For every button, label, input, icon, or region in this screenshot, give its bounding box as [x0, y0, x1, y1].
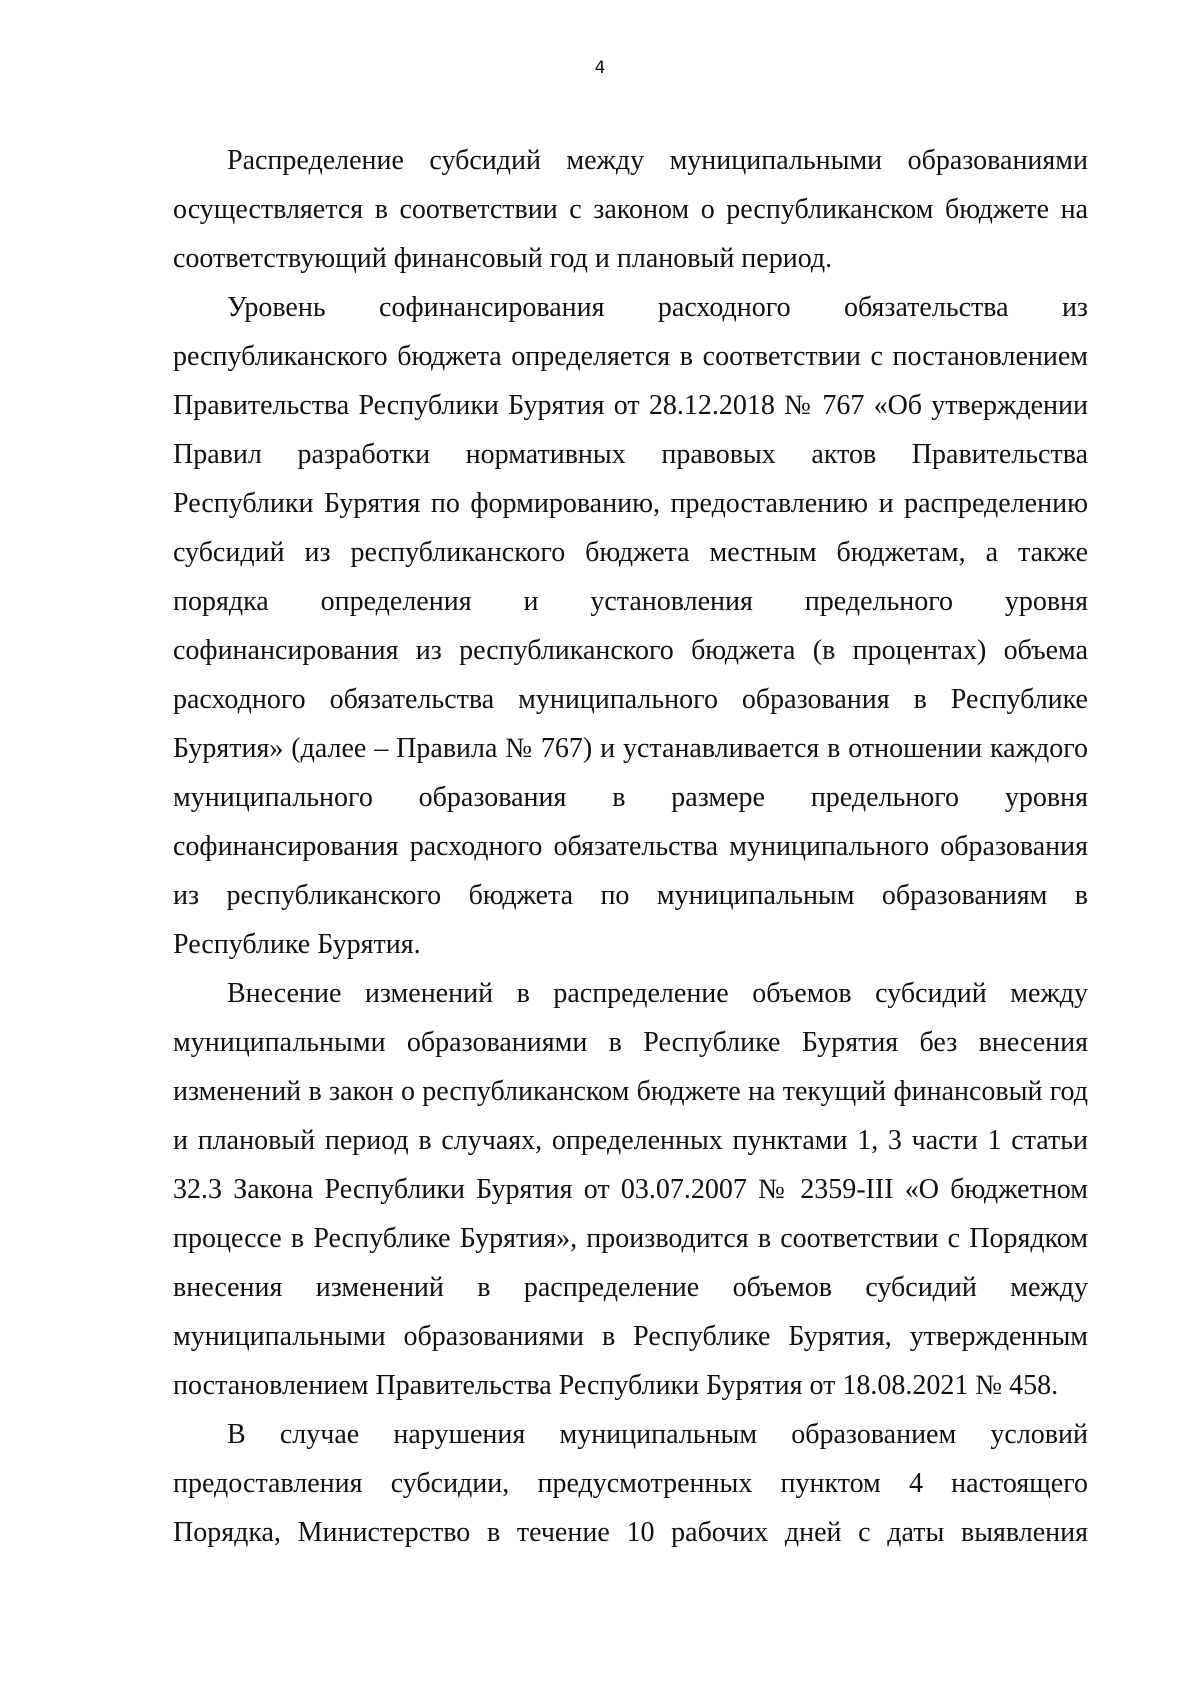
paragraph-subsidy-distribution: Распределение субсидий между муниципальными образованиями осуществляется в соответствии с законом о республиканском бюджете на соответствующий финансовый год и плановый период. [173, 145, 1088, 274]
page-number: 4 [594, 58, 606, 78]
paragraph-distribution-changes: Внесение изменений в распределение объемов субсидий между муниципальными образованиями в Республике Бурятия без внесения изменений в закон о республиканском бюджете на текущий финансовый год и плановый период в случаях, определенных пунктами 1, 3 части 1 статьи 32.3 Закона Республики Бурятия от 03.07.2007 № 2359-III «О бюджетном процессе в Республике Бурятия», производится в соответствии с Порядком внесения изменений в распределение объемов субсидий между муниципальными образованиями в Республике Бурятия, утвержденным постановлением Правительства Республики Бурятия от 18.08.2021 № 458. [173, 978, 1088, 1401]
paragraph-cofinancing-level: Уровень софинансирования расходного обязательства из республиканского бюджета определяется в соответствии с постановлением Правительства Республики Бурятия от 28.12.2018 № 767 «Об утверждении Правил разработки нормативных правовых актов Правительства Республики Бурятия по формированию, предоставлению и распределению субсидий из республиканского бюджета местным бюджетам, а также порядка определения и установления предельного уровня софинансирования из республиканского бюджета (в процентах) объема расходного обязательства муниципального образования в Республике Бурятия» (далее – Правила № 767) и устанавливается в отношении каждого муниципального образования в размере предельного уровня софинансирования расходного обязательства муниципального образования из республиканского бюджета по муниципальным образованиям в Республике Бурятия. [173, 292, 1088, 960]
paragraph-violation-case: В случае нарушения муниципальным образованием условий предоставления субсидии, предусмотренных пунктом 4 настоящего Порядка, Министерство в течение 10 рабочих дней с даты выявления [173, 1419, 1088, 1548]
document-body [173, 136, 1088, 1557]
